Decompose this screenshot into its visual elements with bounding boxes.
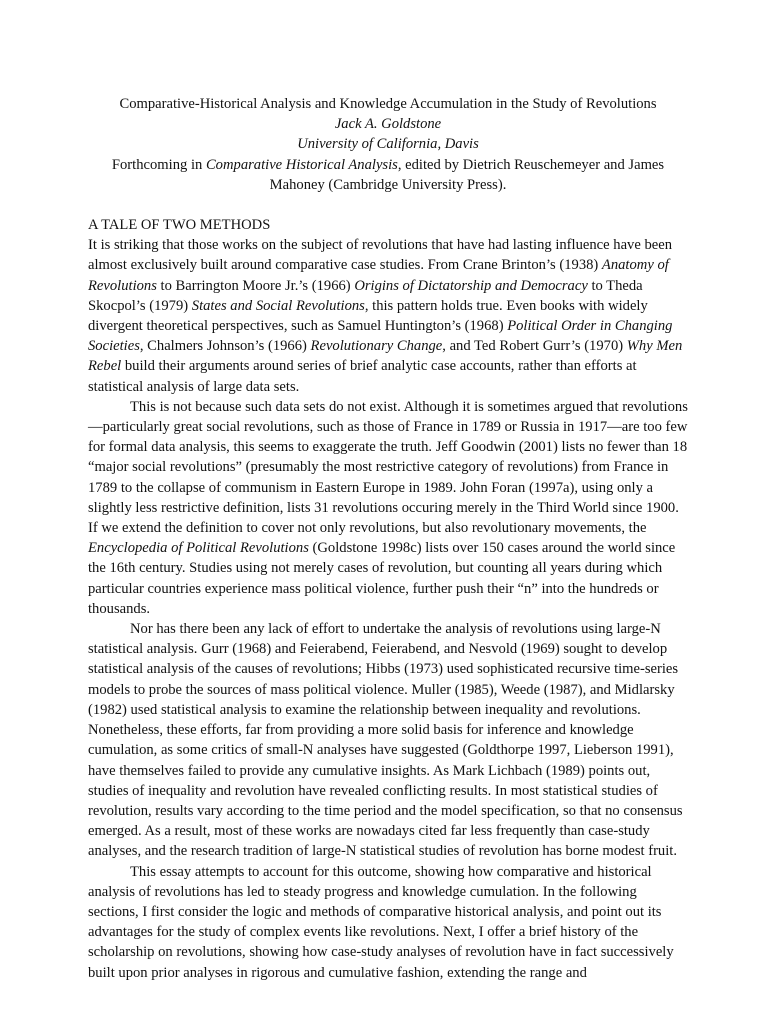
p1-text-7: build their arguments around series of brief analytic case accounts, rather than efforts at statistical analysis of large data sets.	[88, 358, 637, 395]
p1-text-6: , and Ted Robert Gurr’s (1970)	[442, 338, 627, 355]
p1-text-4: , this pattern holds true. Even books with widely divergent theoretical perspectives, such as Samuel Huntington’s (1968)	[88, 297, 648, 335]
p1-book-revolutionary-change: Revolutionary Change	[310, 338, 443, 355]
section-heading: A TALE OF TWO METHODS	[88, 217, 271, 234]
publication-book-title: Comparative Historical Analysis	[205, 156, 398, 173]
publication-note-prefix: Forthcoming in	[111, 156, 206, 173]
p1-text-2: to Barrington Moore Jr.’s (1966)	[156, 277, 355, 294]
p1-book-anatomy: Anatomy of Revolutions	[88, 257, 669, 294]
paragraph-1	[88, 235, 688, 397]
p2-text-1: This is not because such data sets do not exist. Although it is sometimes argued that revolutions—particularly great social revolutions, such as those of France in 1789 or Russia in 1917—are too few for formal data analysis, this seems to exaggerate the truth. Jeff Goodwin (2001) lists no fewer than 18 “major social revolutions” (presumably the most restrictive category of revolutions) from France in 1789 to the collapse of communism in Eastern Europe in 1989. John Foran (1997a), using only a slightly less restrictive definition, lists 31 revolutions occuring merely in the Third World since 1900. If we extend the definition to cover not only revolutions, but also revolutionary movements, the	[88, 398, 688, 537]
p2-text-2: (Goldstone 1998c) lists over 150 cases around the world since the 16th century. Studies using not merely cases of revolution, but counting all years during which particular countries experience mass political violence, further push their “n” into the hundreds or thousands.	[88, 540, 676, 617]
p1-book-political-order: Political Order in Changing Societies	[88, 318, 673, 355]
p1-book-origins: Origins of Dictatorship and Democracy	[354, 277, 588, 294]
paragraph-2	[88, 397, 688, 619]
p1-text-1: It is striking that those works on the subject of revolutions that have had lasting influence have been almost exclusively built around comparative case studies. From Crane Brinton’s (1938)	[88, 237, 673, 274]
publication-note	[88, 155, 688, 195]
p1-text-3: to Theda Skocpol’s (1979)	[88, 277, 643, 314]
p1-book-why-men-rebel: Why Men Rebel	[88, 338, 683, 375]
publication-note-suffix: , edited by Dietrich Reuschemeyer and James Mahoney (Cambridge University Press).	[269, 156, 665, 193]
p1-book-states: States and Social Revolutions	[191, 297, 365, 314]
paragraph-4: This essay attempts to account for this outcome, showing how comparative and historical analysis of revolutions has led to steady progress and knowledge cumulation. In the following sections, I first consider the logic and methods of comparative historical analysis, and point out its advantages for the study of complex events like revolutions. Next, I offer a brief history of the scholarship on revolutions, showing how case-study analyses of revolution have in fact successively built upon prior analyses in rigorous and cumulative fashion, extending the range and	[88, 863, 674, 981]
author-affiliation: University of California, Davis	[297, 136, 479, 153]
paragraph-3: Nor has there been any lack of effort to undertake the analysis of revolutions using large-N statistical analysis. Gurr (1968) and Feierabend, Feierabend, and Nesvold (1969) sought to develop statistical analysis of the causes of revolutions; Hibbs (1973) used sophisticated recursive time-series models to probe the sources of mass political violence. Muller (1985), Weede (1987), and Midlarsky (1982) used statistical analysis to examine the relationship between inequality and revolutions. Nonetheless, these efforts, far from providing a more solid basis for inference and knowledge cumulation, as some critics of small-N analyses have suggested (Goldthorpe 1997, Lieberson 1991), have themselves failed to provide any cumulative insights. As Mark Lichbach (1989) points out, studies of inequality and revolution have revealed conflicting results. In most statistical studies of revolution, results vary according to the time period and the model specification, so that no consensus emerged. As a result, most of these works are nowadays cited far less frequently than case-study analyses, and the research tradition of large-N statistical studies of revolution has borne modest fruit.	[88, 621, 683, 860]
author-name: Jack A. Goldstone	[334, 116, 442, 133]
document-page	[88, 94, 688, 983]
document-header	[88, 94, 688, 195]
p1-text-5: , Chalmers Johnson’s (1966)	[139, 338, 311, 355]
document-title: Comparative-Historical Analysis and Knowledge Accumulation in the Study of Revolutions	[119, 96, 657, 112]
p2-book-encyclopedia: Encyclopedia of Political Revolutions	[88, 540, 309, 557]
